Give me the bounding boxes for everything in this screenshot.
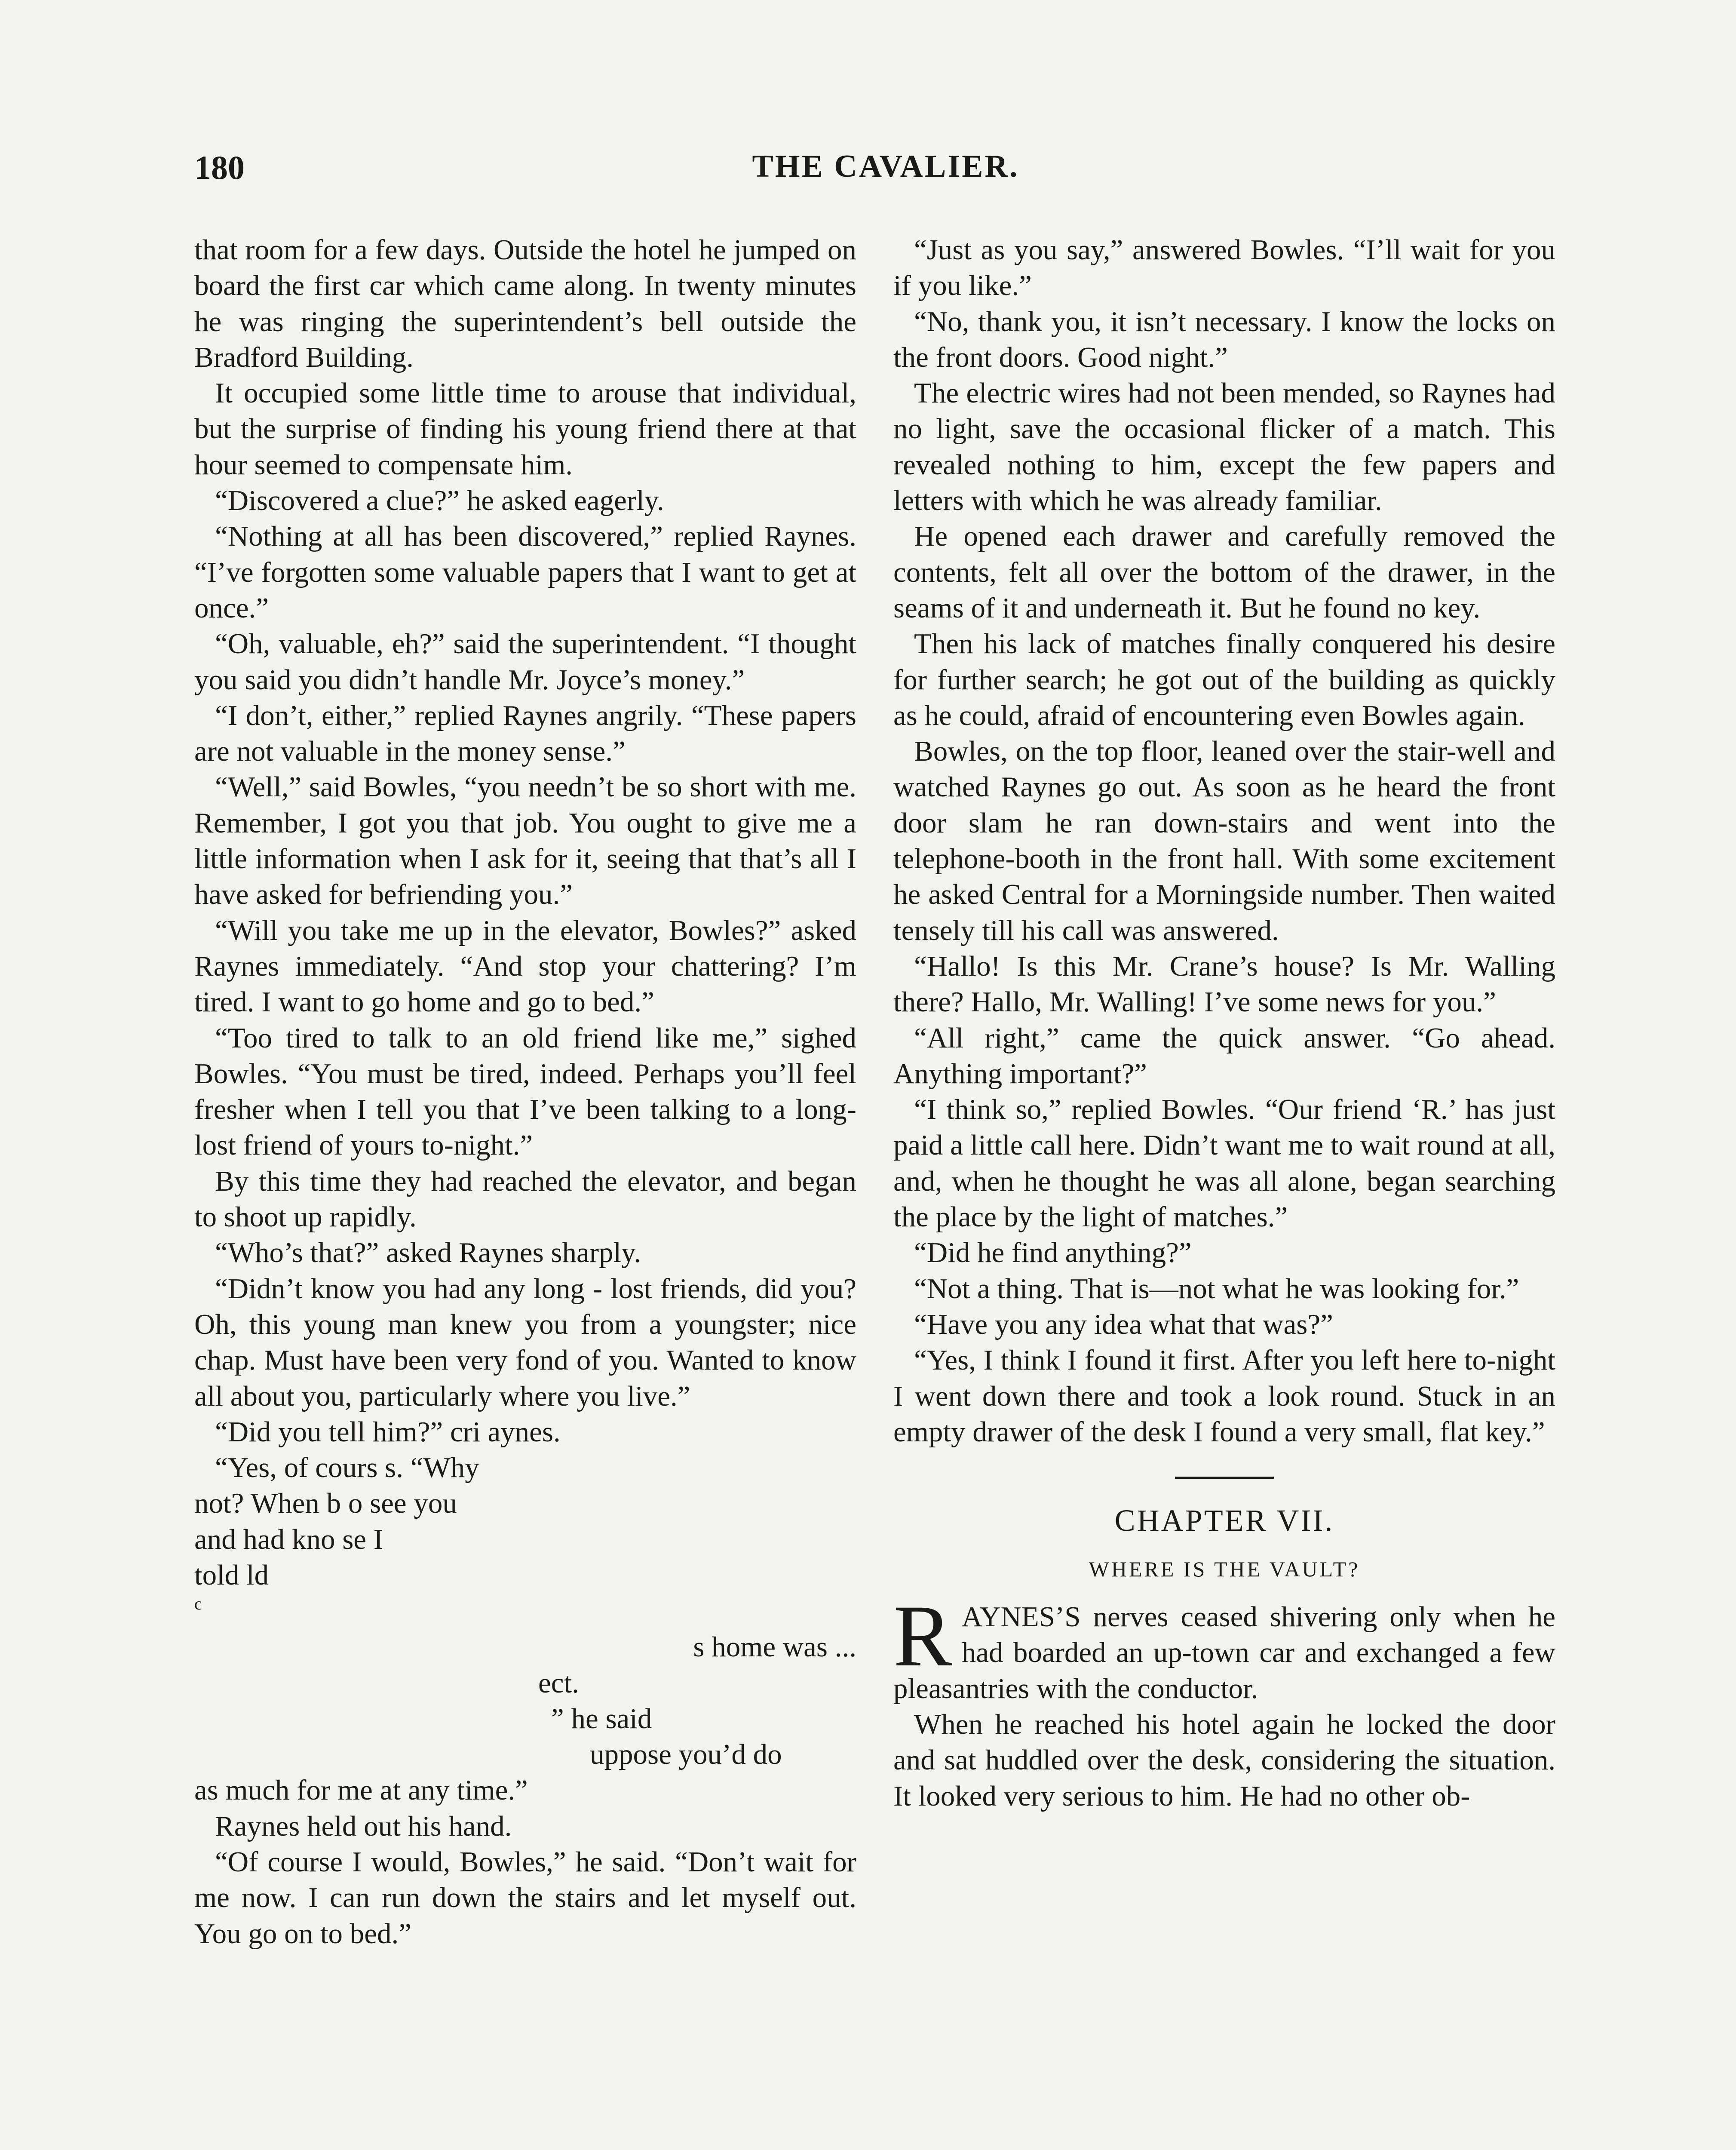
paragraph: as much for me at any time.” xyxy=(194,1774,528,1806)
paragraph: “Too tired to talk to an old friend like me,” sighed Bowles. “You must be tired, indeed. Perhaps you’ll feel fresher when I tell you that I’ve been talking to a long-lost friend of yours to-night.” xyxy=(194,1022,856,1161)
paragraph: “I think so,” replied Bowles. “Our friend ‘R.’ has just paid a little call here. Didn’t want me to wait round at all, and, when he thought he was all alone, began searching the place by the light of matches.” xyxy=(893,1093,1555,1233)
paragraph: Bowles, on the top floor, leaned over the stair-well and watched Raynes go out. As soon as he heard the front door slam he ran down-stairs and went into the telephone-booth in the front hall. With some excitement he asked Central for a Morningside number. Then waited tensely till his call was answered. xyxy=(893,735,1555,946)
damaged-line-text: and had kno se I xyxy=(194,1523,383,1555)
paragraph: “No, thank you, it isn’t necessary. I know the locks on the front doors. Good night.” xyxy=(893,305,1555,373)
damaged-line-text: c xyxy=(194,1594,202,1614)
opening-text: AYNES’S nerves ceased shivering only when he had boarded an up-town car and exchanged a few pleasantries with the conductor. xyxy=(893,1601,1555,1705)
paragraph: “Discovered a clue?” he asked eagerly. xyxy=(215,485,664,517)
damaged-line-text: ” he said xyxy=(551,1702,652,1735)
damaged-line xyxy=(194,1486,856,1521)
paragraph: “Not a thing. That is—not what he was looking for.” xyxy=(914,1272,1519,1305)
damaged-line xyxy=(194,1522,856,1557)
paragraph: The electric wires had not been mended, so Raynes had no light, save the occasional flicker of a match. This revealed nothing to him, except the few papers and letters with which he was already familiar. xyxy=(893,377,1555,517)
paragraph: Raynes held out his hand. xyxy=(215,1810,512,1842)
paragraph: “Who’s that?” asked Raynes sharply. xyxy=(215,1237,641,1269)
chapter-title: CHAPTER VII. xyxy=(1114,1503,1334,1538)
paragraph: “Hallo! Is this Mr. Crane’s house? Is Mr. Walling there? Hallo, Mr. Walling! I’ve some news for you.” xyxy=(893,950,1555,1018)
damaged-line xyxy=(194,1629,856,1665)
paragraph: “All right,” came the quick answer. “Go ahead. Anything important?” xyxy=(893,1022,1555,1090)
damaged-line-text: “Yes, of cours s. “Why xyxy=(215,1452,479,1484)
drop-cap: R xyxy=(893,1587,952,1685)
paragraph: that room for a few days. Outside the hotel he jumped on board the first car which came along. In twenty minutes he was ringing the superintendent’s bell outside the Bradford Building. xyxy=(194,234,856,373)
paragraph: “Oh, valuable, eh?” said the superintendent. “I thought you said you didn’t handle Mr. Joyce’s money.” xyxy=(194,628,856,696)
paragraph: “Just as you say,” answered Bowles. “I’ll wait for you if you like.” xyxy=(893,234,1555,302)
damaged-line xyxy=(194,1593,856,1615)
damaged-line xyxy=(194,1450,856,1486)
damaged-line-text: ect. xyxy=(538,1667,579,1699)
paragraph: Then his lack of matches finally conquered his desire for further search; he got out of the building as quickly as he could, afraid of encountering even Bowles again. xyxy=(893,628,1555,731)
paragraph: “I don’t, either,” replied Raynes angrily. “These papers are not valuable in the money sense.” xyxy=(194,699,856,768)
chapter-subtitle: WHERE IS THE VAULT? xyxy=(1089,1557,1360,1582)
paragraph: He opened each drawer and carefully removed the contents, felt all over the bottom of the drawer, in the seams of it and underneath it. But he found no key. xyxy=(893,520,1555,624)
paragraph: “Will you take me up in the elevator, Bowles?” asked Raynes immediately. “And stop your chattering? I’m tired. I want to go home and go to bed.” xyxy=(194,914,856,1018)
damaged-line xyxy=(194,1737,856,1772)
paragraph: By this time they had reached the elevator, and began to shoot up rapidly. xyxy=(194,1165,856,1233)
damaged-line-text: told ld xyxy=(194,1559,269,1591)
damaged-line xyxy=(194,1665,856,1701)
damaged-line-text: “Did you tell him?” cri aynes. xyxy=(215,1416,561,1448)
damaged-line-text: s home was ... xyxy=(693,1631,856,1663)
chapter-opening-paragraph xyxy=(893,1587,1555,1707)
damaged-text-area xyxy=(194,1414,856,1773)
paragraph: “Have you any idea what that was?” xyxy=(914,1308,1333,1340)
damaged-line-text: uppose you’d do xyxy=(590,1738,782,1771)
page-number: 180 xyxy=(194,149,245,186)
paragraph: “Yes, I think I found it first. After you left here to-night I went down there and took a look round. Stuck in an empty drawer of the desk I found a very small, flat key.” xyxy=(893,1344,1555,1448)
paragraph: “Didn’t know you had any long - lost friends, did you? Oh, this young man knew you from a youngster; nice chap. Must have been very fond of you. Wanted to know all about you, particularly where you live.” xyxy=(194,1272,856,1412)
paragraph: “Well,” said Bowles, “you needn’t be so short with me. Remember, I got you that job. You ought to give me a little information when I ask for it, seeing that that’s all I have asked for befriending you.” xyxy=(194,771,856,911)
paragraph: It occupied some little time to arouse that individual, but the surprise of finding his young friend there at that hour seemed to compensate him. xyxy=(194,377,856,481)
left-text-column xyxy=(194,232,856,1952)
paragraph: “Did he find anything?” xyxy=(914,1237,1192,1269)
damaged-line xyxy=(194,1414,856,1450)
paragraph: “Nothing at all has been discovered,” replied Raynes. “I’ve forgotten some valuable papers that I want to get at once.” xyxy=(194,520,856,624)
section-divider xyxy=(1175,1477,1274,1479)
running-head-title: THE CAVALIER. xyxy=(752,149,1019,184)
paragraph: “Of course I would, Bowles,” he said. “Don’t wait for me now. I can run down the stairs and let myself out. You go on to bed.” xyxy=(194,1846,856,1950)
damaged-line xyxy=(194,1557,856,1593)
paragraph: When he reached his hotel again he locked the door and sat huddled over the desk, considering the situation. It looked very serious to him. He had no other ob- xyxy=(893,1708,1555,1812)
right-text-column xyxy=(893,232,1555,1814)
damaged-line-text: not? When b o see you xyxy=(194,1487,457,1520)
damaged-line xyxy=(194,1701,856,1737)
